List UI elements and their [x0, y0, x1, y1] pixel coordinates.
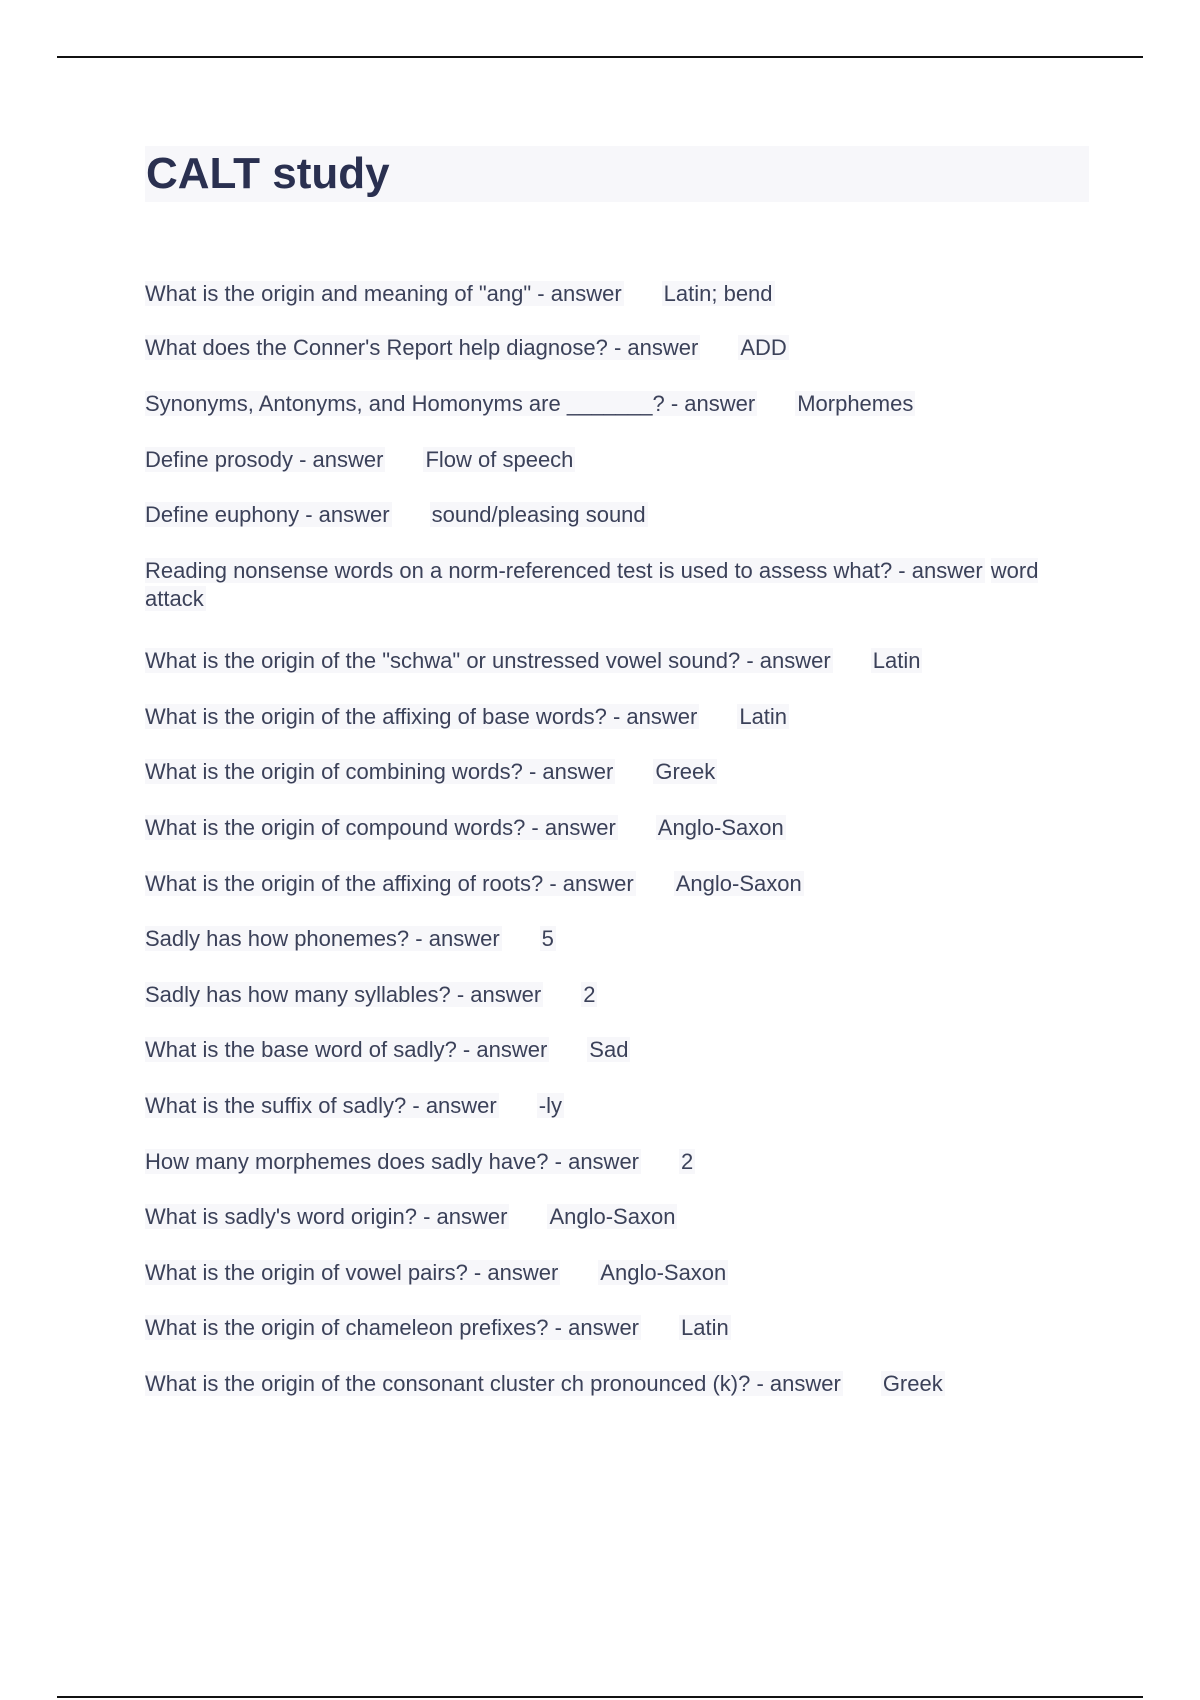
question: What is sadly's word origin? - answer — [145, 1204, 508, 1229]
answer: Flow of speech — [425, 447, 574, 472]
qa-item — [145, 557, 1089, 613]
answer: -ly — [538, 1093, 562, 1118]
answer: Latin; bend — [663, 281, 773, 306]
question: Reading nonsense words on a norm-referenced test is used to assess what? - answer — [145, 558, 983, 583]
question: What is the origin of chameleon prefixes? - answer — [145, 1315, 640, 1340]
question: What is the origin of the "schwa" or unstressed vowel sound? - answer — [145, 648, 831, 673]
question: Define euphony - answer — [145, 502, 390, 527]
answer: sound/pleasing sound — [431, 502, 646, 527]
question: What is the origin of vowel pairs? - answer — [145, 1260, 559, 1285]
question: What is the suffix of sadly? - answer — [145, 1093, 497, 1118]
qa-item — [145, 446, 575, 474]
answer: 5 — [541, 926, 554, 951]
question: What does the Conner's Report help diagnose? - answer — [145, 335, 699, 360]
answer: Greek — [655, 759, 716, 784]
answer: 2 — [583, 982, 596, 1007]
qa-item — [145, 814, 786, 842]
question: What is the origin and meaning of "ang" - answer — [145, 281, 622, 306]
question: What is the origin of the affixing of base words? - answer — [145, 704, 698, 729]
answer: Latin — [739, 704, 788, 729]
question: Define prosody - answer — [145, 447, 384, 472]
answer: Greek — [882, 1371, 943, 1396]
answer: Latin — [681, 1315, 729, 1340]
qa-item — [145, 1314, 731, 1342]
question: Synonyms, Antonyms, and Homonyms are _______? - answer — [145, 391, 756, 416]
question: Sadly has how many syllables? - answer — [145, 982, 542, 1007]
qa-item — [145, 1259, 728, 1287]
qa-item — [145, 870, 804, 898]
qa-item — [145, 390, 915, 418]
question: What is the origin of combining words? - answer — [145, 759, 614, 784]
question: What is the origin of the consonant cluster ch pronounced (k)? - answer — [145, 1371, 841, 1396]
qa-item — [145, 1203, 677, 1231]
answer: Sad — [589, 1037, 629, 1062]
qa-item — [145, 280, 775, 308]
answer: word attack — [145, 558, 1039, 611]
answer: Anglo-Saxon — [657, 815, 784, 840]
answer: Morphemes — [797, 391, 914, 416]
answer: Latin — [872, 648, 921, 673]
qa-item — [145, 981, 597, 1009]
question: How many morphemes does sadly have? - answer — [145, 1149, 640, 1174]
qa-item — [145, 647, 922, 675]
answer: ADD — [740, 335, 787, 360]
answer: Anglo-Saxon — [675, 871, 802, 896]
bottom-rule — [57, 1696, 1143, 1698]
qa-item — [145, 1370, 945, 1398]
top-rule — [57, 56, 1143, 58]
qa-item — [145, 703, 789, 731]
question: What is the origin of the affixing of roots? - answer — [145, 871, 634, 896]
question: What is the origin of compound words? - answer — [145, 815, 616, 840]
page-title: CALT study — [146, 149, 390, 198]
qa-item — [145, 501, 648, 529]
answer: Anglo-Saxon — [600, 1260, 727, 1285]
answer: 2 — [681, 1149, 694, 1174]
question: Sadly has how phonemes? - answer — [145, 926, 500, 951]
qa-item — [145, 334, 789, 362]
answer: Anglo-Saxon — [549, 1204, 676, 1229]
qa-item — [145, 925, 556, 953]
qa-item — [145, 1036, 630, 1064]
question: What is the base word of sadly? - answer — [145, 1037, 548, 1062]
qa-item — [145, 758, 717, 786]
qa-item — [145, 1148, 695, 1176]
qa-item — [145, 1092, 564, 1120]
